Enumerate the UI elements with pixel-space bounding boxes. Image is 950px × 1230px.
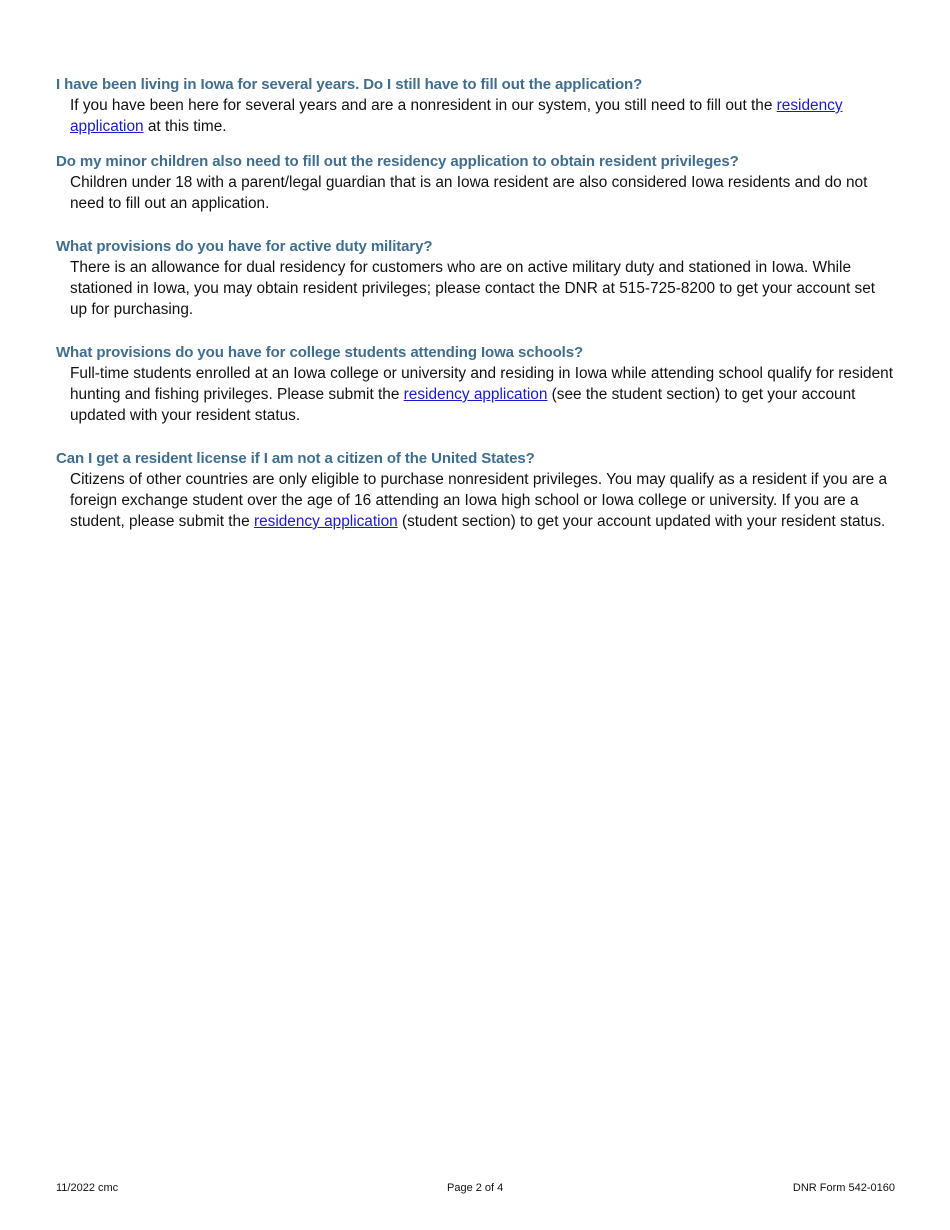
faq-question: I have been living in Iowa for several years. Do I still have to fill out the application? <box>56 76 643 93</box>
footer-page-number: Page 2 of 4 <box>447 1182 504 1194</box>
faq-answer: Children under 18 with a parent/legal guardian that is an Iowa resident are also considered Iowa residents and do not need to fill out an application. <box>70 174 868 212</box>
faq-item <box>56 342 896 426</box>
page-footer <box>56 1182 895 1196</box>
faq-item <box>56 448 896 532</box>
answer-text: If you have been here for several years and are a nonresident in our system, you still need to fill out the <box>70 97 777 114</box>
faq-item <box>56 236 896 320</box>
answer-text: Full-time students enrolled at an Iowa college or university and residing in Iowa while attending school qualify for resident hunting and fishing privileges. Please submit the <box>70 365 893 403</box>
footer-date: 11/2022 cmc <box>56 1182 119 1194</box>
residency-application-link[interactable]: residency application <box>403 386 548 403</box>
faq-item <box>56 151 896 214</box>
answer-text: (see the student section) to get your account updated with your resident status. <box>70 386 856 424</box>
faq-question: Can I get a resident license if I am not a citizen of the United States? <box>56 450 535 467</box>
residency-application-link[interactable]: residency application <box>253 513 398 530</box>
faq-answer <box>56 95 896 137</box>
answer-text: Citizens of other countries are only eligible to purchase nonresident privileges. You may qualify as a resident if you are a foreign exchange student over the age of 16 attending an Iowa high school or Iowa college or university. If you are a student, please submit the <box>70 471 888 530</box>
faq-question: Do my minor children also need to fill out the residency application to obtain resident privileges? <box>56 153 739 170</box>
answer-text: (student section) to get your account updated with your resident status. <box>397 513 886 530</box>
faq-answer <box>56 363 896 426</box>
residency-application-link[interactable]: residency application <box>70 97 843 135</box>
faq-question: What provisions do you have for active duty military? <box>56 238 433 255</box>
faq-question: What provisions do you have for college students attending Iowa schools? <box>56 344 584 361</box>
footer-form-number: DNR Form 542-0160 <box>792 1182 895 1194</box>
faq-list <box>56 74 896 532</box>
faq-answer: There is an allowance for dual residency for customers who are on active military duty and stationed in Iowa. While stationed in Iowa, you may obtain resident privileges; please contact the DNR at 515-725-8200 to get your account set up for purchasing. <box>70 259 876 318</box>
answer-text: at this time. <box>143 118 227 135</box>
faq-answer <box>56 469 896 532</box>
faq-item <box>56 74 896 137</box>
